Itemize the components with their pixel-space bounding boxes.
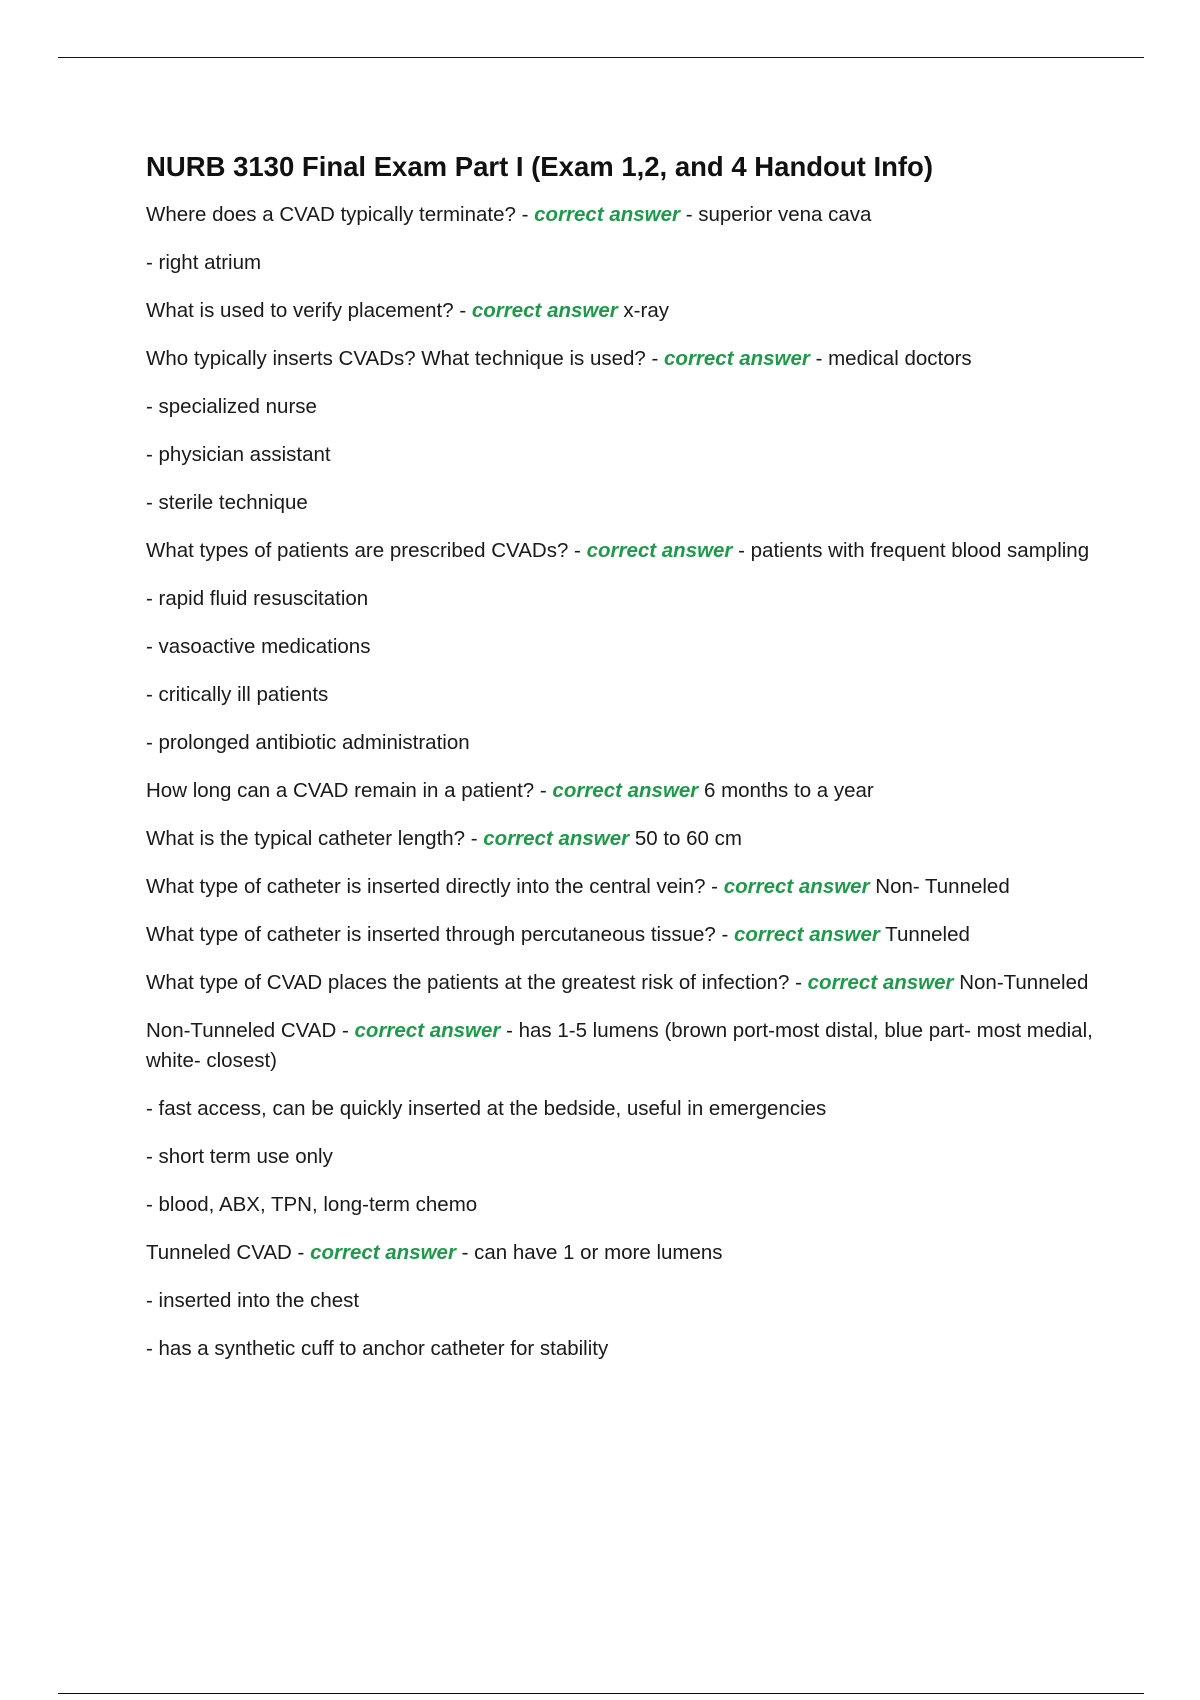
bullet-item: - short term use only — [146, 1145, 333, 1168]
bullet-item: - blood, ABX, TPN, long-term chemo — [146, 1193, 478, 1216]
correct-answer-label: correct answer — [354, 1019, 501, 1042]
bullet-item: - has a synthetic cuff to anchor catheter for stability — [146, 1337, 609, 1360]
document-title: NURB 3130 Final Exam Part I (Exam 1,2, and 4 Handout Info) — [146, 151, 933, 182]
correct-answer-label: correct answer — [483, 827, 630, 850]
bullet-item: - inserted into the chest — [146, 1289, 360, 1312]
correct-answer-label: correct answer — [807, 971, 954, 994]
correct-answer-label: correct answer — [471, 299, 618, 322]
qa-entry — [146, 920, 1096, 950]
qa-entry — [146, 824, 1096, 854]
answer-text: 6 months to a year — [698, 779, 874, 802]
question-text: What is used to verify placement? - — [146, 299, 472, 322]
top-rule — [58, 57, 1144, 58]
bullet-item: - rapid fluid resuscitation — [146, 587, 369, 610]
qa-entry — [146, 200, 1096, 230]
correct-answer-label: correct answer — [664, 347, 810, 370]
qa-entry — [146, 536, 1096, 566]
question-text: How long can a CVAD remain in a patient? - — [146, 779, 553, 802]
bullet-item: - prolonged antibiotic administration — [146, 731, 470, 754]
bullet-item: - critically ill patients — [146, 683, 329, 706]
question-text: Non-Tunneled CVAD - — [146, 1019, 355, 1042]
correct-answer-label: correct answer — [723, 875, 870, 898]
document-body — [146, 146, 1096, 1382]
qa-entry — [146, 1238, 1096, 1268]
question-text: What types of patients are prescribed CVADs? - — [146, 539, 587, 562]
bullet-item: - right atrium — [146, 251, 262, 274]
answer-text: 50 to 60 cm — [629, 827, 742, 850]
correct-answer-label: correct answer — [552, 779, 699, 802]
correct-answer-label: correct answer — [586, 539, 733, 562]
bullet-item: - sterile technique — [146, 491, 308, 514]
bullet-item: - physician assistant — [146, 443, 331, 466]
question-text: Tunneled CVAD - — [146, 1241, 311, 1264]
correct-answer-label: correct answer — [534, 203, 680, 226]
qa-entry — [146, 968, 1096, 998]
answer-text: - medical doctors — [809, 347, 972, 370]
qa-entry — [146, 776, 1096, 806]
question-text: Who typically inserts CVADs? What technique is used? - — [146, 347, 665, 370]
answer-text: Non-Tunneled — [953, 971, 1089, 994]
answer-text: x-ray — [617, 299, 669, 322]
answer-text: - has 1-5 lumens (brown port-most distal, blue part- most medial, white- closest) — [146, 1019, 1093, 1072]
bullet-item: - specialized nurse — [146, 395, 317, 418]
question-text: What is the typical catheter length? - — [146, 827, 484, 850]
correct-answer-label: correct answer — [310, 1241, 456, 1264]
answer-text: Tunneled — [879, 923, 970, 946]
qa-entry — [146, 1016, 1096, 1076]
question-text: What type of catheter is inserted through percutaneous tissue? - — [146, 923, 734, 946]
answer-text: - can have 1 or more lumens — [455, 1241, 723, 1264]
bullet-item: - vasoactive medications — [146, 635, 371, 658]
question-text: Where does a CVAD typically terminate? - — [146, 203, 535, 226]
qa-entry — [146, 872, 1096, 902]
answer-text: - patients with frequent blood sampling — [732, 539, 1090, 562]
bullet-item: - fast access, can be quickly inserted at the bedside, useful in emergencies — [146, 1097, 827, 1120]
answer-text: - superior vena cava — [680, 203, 872, 226]
qa-entry — [146, 344, 1096, 374]
qa-entry — [146, 296, 1096, 326]
bottom-rule — [58, 1693, 1144, 1694]
question-text: What type of CVAD places the patients at the greatest risk of infection? - — [146, 971, 808, 994]
question-text: What type of catheter is inserted directly into the central vein? - — [146, 875, 724, 898]
correct-answer-label: correct answer — [734, 923, 880, 946]
answer-text: Non- Tunneled — [869, 875, 1010, 898]
